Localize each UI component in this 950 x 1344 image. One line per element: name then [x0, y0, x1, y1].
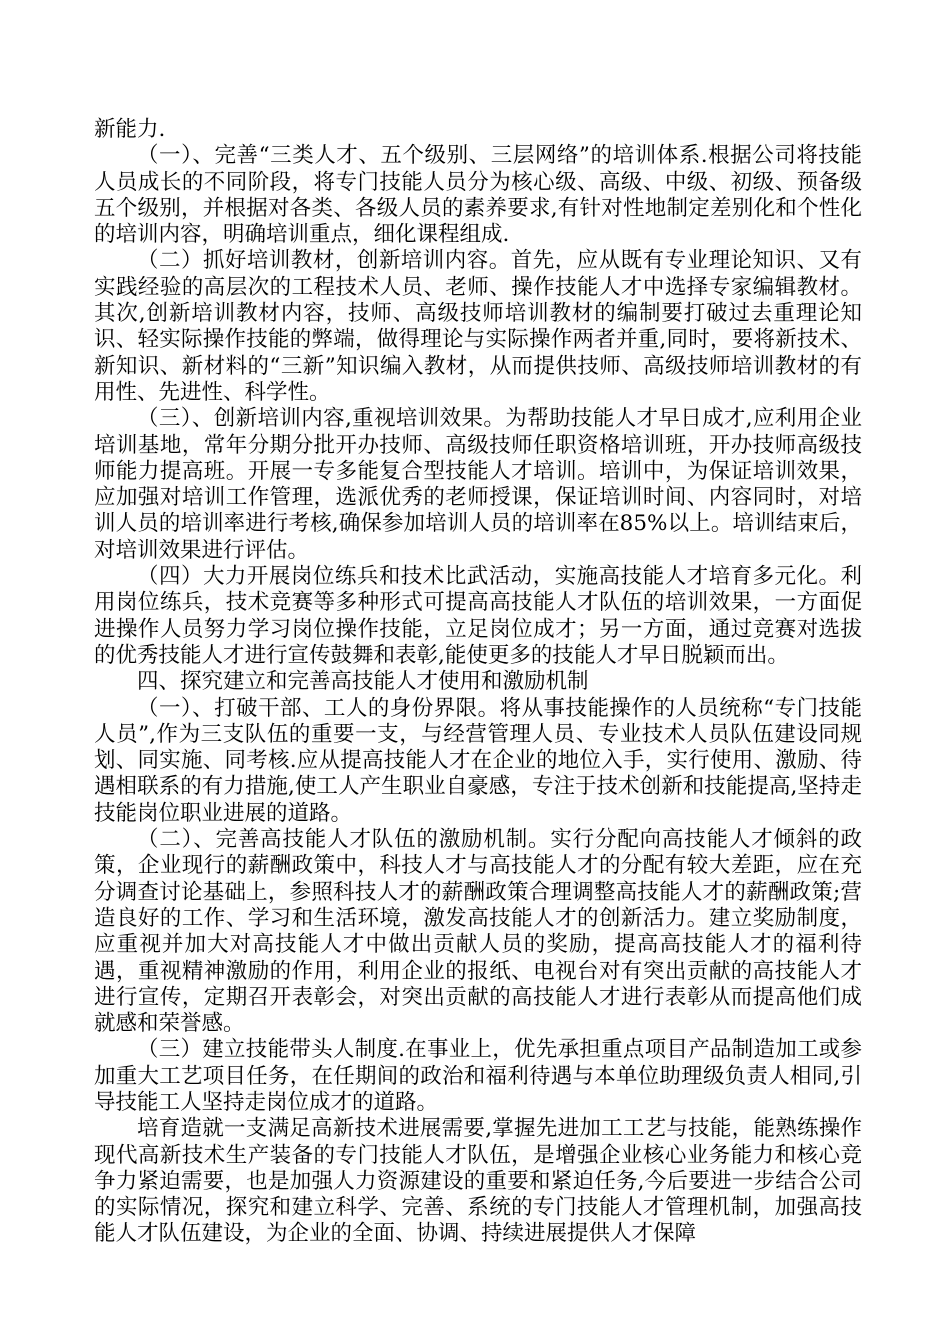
paragraph-identity-boundary: （一）、打破干部、工人的身份界限。将从事技能操作的人员统称“专门技能人员”,作为三支队伍的重要一支，与经营管理人员、专业技术人员队伍建设同规划、同实施、同考核.应从提高技能人才在企业的地位入手，实行使用、激励、待遇相联系的有力措施,使工人产生职业自豪感，专注于技术创新和技能提高,坚持走技能岗位职业进展的道路。	[94, 695, 862, 826]
paragraph-training-content: （三）、创新培训内容,重视培训效果。为帮助技能人才早日成才,应利用企业培训基地，常年分期分批开办技师、高级技师任职资格培训班，开办技师高级技师能力提高班。开展一专多能复合型技能人才培训。培训中，为保证培训效果，应加强对培训工作管理，选派优秀的老师授课，保证培训时间、内容同时，对培训人员的培训率进行考核,确保参加培训人员的培训率在85%以上。培训结束后，对培训效果进行评估。	[94, 406, 862, 563]
paragraph-conclusion: 培育造就一支满足高新技术进展需要,掌握先进加工工艺与技能，能熟练操作现代高新技术生产装备的专门技能人才队伍，是增强企业核心业务能力和核心竞争力紧迫需要，也是加强人力资源建设的重要和紧迫任务,今后要进一步结合公司的实际情况，探究和建立科学、完善、系统的专门技能人才管理机制，加强高技能人才队伍建设，为企业的全面、协调、持续进展提供人才保障	[94, 1116, 862, 1247]
document-page	[94, 117, 862, 1248]
paragraph-skill-competition: （四）大力开展岗位练兵和技术比武活动，实施高技能人才培育多元化。利用岗位练兵，技术竞赛等多种形式可提高高技能人才队伍的培训效果，一方面促进操作人员努力学习岗位操作技能，立足岗位成才；另一方面，通过竞赛对选拔的优秀技能人才进行宣传鼓舞和表彰,能使更多的技能人才早日脱颖而出。	[94, 564, 862, 668]
section-heading-incentive-mechanism: 四、探究建立和完善高技能人才使用和激励机制	[137, 669, 589, 695]
paragraph-training-materials: （二）抓好培训教材，创新培训内容。首先，应从既有专业理论知识、又有实践经验的高层次的工程技术人员、老师、操作技能人才中选择专家编辑教材。其次,创新培训教材内容，技师、高级技师培训教材的编制要打破过去重理论知识、轻实际操作技能的弊端，做得理论与实际操作两者并重,同时，要将新技术、新知识、新材料的“三新”知识编入教材，从而提供技师、高级技师培训教材的有用性、先进性、科学性。	[94, 248, 862, 405]
paragraph-training-system: （一）、完善“三类人才、五个级别、三层网络”的培训体系.根据公司将技能人员成长的不同阶段，将专门技能人员分为核心级、高级、中级、初级、预备级五个级别，并根据对各类、各级人员的素养要求,有针对性地制定差别化和个性化的培训内容，明确培训重点，细化课程组成.	[94, 143, 862, 248]
paragraph-incentive-mechanism: （二）、完善高技能人才队伍的激励机制。实行分配向高技能人才倾斜的政策，企业现行的薪酬政策中，科技人才与高技能人才的分配有较大差距，应在充分调查讨论基础上，参照科技人才的薪酬政策合理调整高技能人才的薪酬政策;营造良好的工作、学习和生活环境，激发高技能人才的创新活力。建立奖励制度，应重视并加大对高技能人才中做出贡献人员的奖励，提高高技能人才的福利待遇，重视精神激励的作用，利用企业的报纸、电视台对有突出贡献的高技能人才进行宣传，定期召开表彰会，对突出贡献的高技能人才进行表彰从而提高他们成就感和荣誉感。	[94, 827, 862, 1037]
paragraph-skill-leader-system: （三）建立技能带头人制度.在事业上，优先承担重点项目产品制造加工或参加重大工艺项目任务，在任期间的政治和福利待遇与本单位助理级负责人相同,引导技能工人坚持走岗位成才的道路。	[94, 1037, 862, 1115]
paragraph-continuation: 新能力.	[94, 117, 166, 142]
